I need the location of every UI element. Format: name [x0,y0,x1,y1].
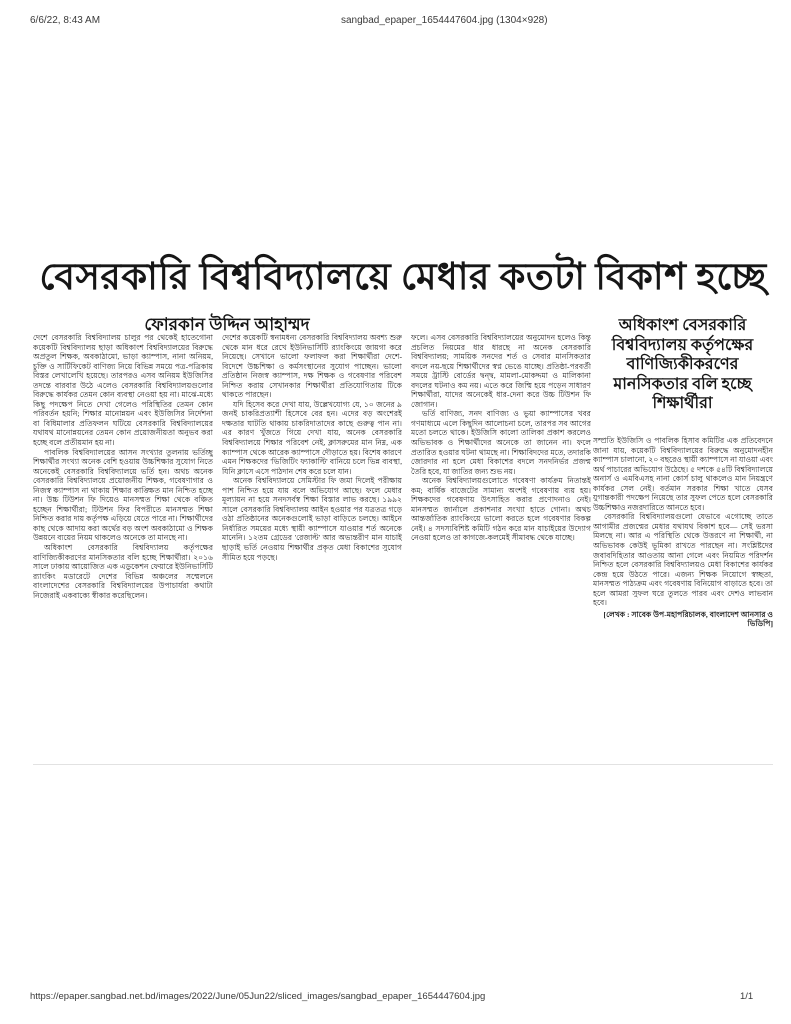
article-body-column-1: দেশে বেসরকারি বিশ্ববিদ্যালয় চালুর পর থেকেই হাতেগোনা কয়েকটি বিশ্ববিদ্যালয় ছাড়া অধিকাংশ বিশ্ববিদ্যালয়ের বিরুদ্ধে অপ্রতুল শিক্ষক, অবকাঠামো, ভাড়া ক্যাম্পাস, নানা অনিয়ম, চুক্তি ও সার্টিফিকেট বাণিজ্য নিয়ে বিভিন্ন সময়ে পত্র-পত্রিকায় বিস্তর লেখালেখি হয়েছে। তারপরও এসব অনিয়ম ইউজিসির তদন্তে বারবার উঠে এলেও বেসরকারি বিশ্ববিদ্যালয়গুলোর বিরুদ্ধে কার্যকর তেমন কোন ব্যবস্থা নেওয়া হয় না। মাঝে-মধ্যে কিছু পদক্ষেপ নিতে দেখা গেলেও পরিস্থিতির তেমন কোন পরিবর্তন হয়নি; শিক্ষার মানোন্নয়ন এবং ইউজিসির নির্দেশনা বা বিধিমালার প্রতিফলন ঘটিয়ে বেসরকারি বিশ্ববিদ্যালয়ের যথাযথ মানোন্নয়নের তেমন কোন প্রয়োজনীয়তা অনুভব করা হচ্ছে বলে প্রতীয়মান হয় না। পাবলিক বিশ্ববিদ্যালয়ের আসন সংখ্যার তুলনায় ভর্তিচ্ছু শিক্ষার্থীর সংখ্যা অনেক বেশি হওয়ায় উচ্চশিক্ষার সুযোগ নিতে অনেকেই বেসরকারি বিশ্ববিদ্যালয়ে ভর্তি হন। অথচ অনেক বেসরকারি বিশ্ববিদ্যালয়ে প্রয়োজনীয় শিক্ষক, গবেষণাগার ও নিজস্ব ক্যাম্পাস না থাকায় শিক্ষার কাঙ্ক্ষিত মান নিশ্চিত হচ্ছে না। উচ্চ টিউশন ফি দিয়েও মানসম্মত শিক্ষা থেকে বঞ্চিত হচ্ছেন শিক্ষার্থীরা; টিউশন ফির বিপরীতে মানসম্মত শিক্ষা নিশ্চিত করার দায় কর্তৃপক্ষ এড়িয়ে যেতে পারে না। শিক্ষার্থীদের কাছ থেকে আদায় করা অর্থের বড় অংশ অবকাঠামো ও শিক্ষক উন্নয়নে ব্যয়ের নিয়ম থাকলেও অনেকে তা মানছে না। অধিকাংশ বেসরকারি বিশ্ববিদ্যালয় কর্তৃপক্ষের বাণিজ্যিকীকরণের মানসিকতার বলি হচ্ছে শিক্ষার্থীরা। ২০১৬ সালে ঢাকায় আয়োজিত এক এডুকেশন ফেয়ারে ইউনিভার্সিটি র‌্যাংকিং মডারেটে দেশের বিভিন্ন অঞ্চলের সম্মেলনে বাংলাদেশের বেসরকারি বিশ্ববিদ্যালয়ের উপাচার্যরা কথাটা নিজেরাই একবাক্যে স্বীকার করেছিলেন। [33,333,213,600]
clipping-bottom-rule [33,764,773,765]
print-footer-url: https://epaper.sangbad.net.bd/images/2022/June/05Jun22/sliced_images/sangbad_epaper_1654447604.jpg [30,991,486,1002]
pull-quote: অধিকাংশ বেসরকারি বিশ্ববিদ্যালয় কর্তৃপক্ষের বাণিজ্যিকীকরণের মানসিকতার বলি হচ্ছে শিক্ষার্থীরা [611,317,754,412]
print-footer-page-indicator: 1/1 [740,991,754,1002]
article-body-column-2: দেশের কয়েকটি স্বনামধন্য বেসরকারি বিশ্ববিদ্যালয় অবশ্য শুরু থেকে মান ধরে রেখে ইউনিভার্সিটি র‌্যাংকিংয়ে জায়গা করে নিয়েছে। সেখানে ভালো ফলাফল করা শিক্ষার্থীরা দেশে-বিদেশে উচ্চশিক্ষা ও কর্মসংস্থানের সুযোগ পাচ্ছেন। ভালো প্রতিষ্ঠান নিজস্ব ক্যাম্পাস, দক্ষ শিক্ষক ও গবেষণার পরিবেশ নিশ্চিত করায় সেখানকার শিক্ষার্থীরা প্রতিযোগিতায় টিকে থাকতে পারছেন। যদি হিসেব করে দেখা যায়, উল্লেখযোগ্য যে, ১০ জনের ৯ জনই চাকরিপ্রত্যাশী হিসেবে বের হন। এদের বড় অংশেরই দক্ষতার ঘাটতি থাকায় চাকরিদাতাদের কাছে গুরুত্ব পান না। এর কারণ খুঁজতে গিয়ে দেখা যায়, অনেক বেসরকারি বিশ্ববিদ্যালয়ে শিক্ষার পরিবেশ নেই, ক্লাসরুমের মান নিম্ন, এক ক্যাম্পাস থেকে আরেক ক্যাম্পাসে দৌড়াতে হয়। বিশেষ কারণে এমন শিক্ষকদের 'ভিজিটিং ফ্যাকাল্টি' বানিয়ে চলে ভিন্ন ব্যবস্থা, যিনি ক্লাসে এসে পাঠদান শেষ করে চলে যান। অনেক বিশ্ববিদ্যালয়ে সেমিস্টার ফি জমা দিলেই পরীক্ষায় পাশ নিশ্চিত হয়ে যায় বলে অভিযোগ আছে। ফলে মেধার মূল্যায়ন না হয়ে সনদসর্বস্ব শিক্ষা বিস্তার লাভ করছে। ১৯৯২ সালে বেসরকারি বিশ্ববিদ্যালয় আইন হওয়ার পর যত্রতত্র গড়ে ওঠা প্রতিষ্ঠানের অনেকগুলোই ভাড়া বাড়িতে চলছে। আইনে নির্ধারিত সময়ের মধ্যে স্থায়ী ক্যাম্পাসে যাওয়ার শর্ত অনেকে মানেনি। ১২তম গ্রেডের 'রেজাল্ট' আর অভ্যন্তরীণ মান যাচাই ছাড়াই ভর্তি নেওয়ায় শিক্ষার্থীর প্রকৃত মেধা বিকাশের সুযোগ সীমিত হয়ে পড়ছে। [222,333,402,562]
article-byline: ফোরকান উদ্দিন আহাম্মদ [144,315,310,334]
article-body-column-4 [593,436,773,756]
article-body-column-3: ফলে। এসব বেসরকারি বিশ্ববিদ্যালয়ের অনুমোদন হলেও কিন্তু প্রচলিত নিয়মের ধার ধারছে না অনেক বেসরকারি বিশ্ববিদ্যালয়; সাময়িক সনদের শর্ত ও সেবার মানসিকতার বদলে নয়-ছয়ে শিক্ষার্থীদের স্বপ্ন ভেঙে যাচ্ছে। প্রতিষ্ঠা-পরবর্তী সময়ে ট্রাস্টি বোর্ডের দ্বন্দ্ব, মামলা-মোকদ্দমা ও মালিকানা বদলের ঘটনাও কম নয়। এতে করে জিম্মি হয়ে পড়েন সাধারণ শিক্ষার্থীরা, যাদের অনেকেই ধার-দেনা করে উচ্চ টিউশন ফি জোগান। ভর্তি বাণিজ্য, সনদ বাণিজ্য ও ভুয়া ক্যাম্পাসের খবর গণমাধ্যমে এলে কিছুদিন আলোচনা চলে, তারপর সব আগের মতো চলতে থাকে। ইউজিসি কালো তালিকা প্রকাশ করলেও অভিভাবক ও শিক্ষার্থীদের অনেকে তা জানেন না। ফলে প্রতারিত হওয়ার ঘটনা থামছে না। শিক্ষাবিদদের মতে, তদারকি জোরদার না হলে মেধা বিকাশের বদলে সনদনির্ভর প্রজন্ম তৈরি হবে, যা জাতির জন্য শুভ নয়। অনেক বিশ্ববিদ্যালয়গুলোতে গবেষণা কার্যক্রম নিতান্তই কম; বার্ষিক বাজেটের সামান্য অংশই গবেষণায় ব্যয় হয়। শিক্ষকদের গবেষণায় উৎসাহিত করার প্রণোদনাও নেই। মানসম্মত জার্নালে প্রকাশনার সংখ্যা হাতে গোনা। অথচ আন্তর্জাতিক র‌্যাংকিংয়ে ভালো করতে হলে গবেষণার বিকল্প নেই। ৪ সদস্যবিশিষ্ট কমিটি গঠন করে মান যাচাইয়ের উদ্যোগ নেওয়া হলেও তা কাগজে-কলমেই সীমাবদ্ধ থেকে যাচ্ছে। [411,333,591,543]
article-body-column-4-text: সম্প্রতি ইউজিসি ও পাবলিক হিসাব কমিটির এক প্রতিবেদনে জানা যায়, কয়েকটি বিশ্ববিদ্যালয়ের বিরুদ্ধে অনুমোদনহীন ক্যাম্পাস চালানো, ২০ বছরেও স্থায়ী ক্যাম্পাসে না যাওয়া এবং অর্থ পাচারের অভিযোগ উঠেছে। ৫ দশকে ৫৪টি বিশ্ববিদ্যালয়ে অনার্স ও এমবিএসহ নানা কোর্স চালু থাকলেও মান নিয়ন্ত্রণে কার্যকর সেল নেই। বর্তমান সরকার শিক্ষা খাতে যেসব যুগান্তকারী পদক্ষেপ নিয়েছে তার সুফল পেতে হলে বেসরকারি উচ্চশিক্ষাও নজরদারিতে আনতে হবে। বেসরকারি বিশ্ববিদ্যালয়গুলো যেভাবে এগোচ্ছে তাতে আগামীর প্রজন্মের মেধার যথাযথ বিকাশ হবে— সেই ভরসা মিলছে না। আর এ পরিস্থিতি থেকে উত্তরণে না শিক্ষার্থী, না অভিভাবক কেউই ভূমিকা রাখতে পারছেন না। সংশ্লিষ্টদের জবাবদিহিতার আওতায় আনা গেলে এবং নিয়মিত পরিদর্শন নিশ্চিত হলে বেসরকারি বিশ্ববিদ্যালয়ও মেধা বিকাশের কার্যকর কেন্দ্র হয়ে উঠতে পারে। এজন্য শিক্ষক নিয়োগে স্বচ্ছতা, মানসম্মত পাঠ্যক্রম এবং গবেষণায় বিনিয়োগ বাড়াতে হবে। তা হলে আমরা সুফল ঘরে তুলতে পারব এবং দেশও লাভবান হবে। [593,436,773,608]
article-headline: বেসরকারি বিশ্ববিদ্যালয়ে মেধার কতটা বিকাশ হচ্ছে [39,257,767,298]
print-header-datetime: 6/6/22, 8:43 AM [30,15,101,26]
print-header-document-title: sangbad_epaper_1654447604.jpg (1304×928) [341,15,548,26]
author-credit: [লেখক : সাবেক উপ-মহাপরিচালক, বাংলাদেশ আনসার ও ভিডিপি] [603,609,773,629]
